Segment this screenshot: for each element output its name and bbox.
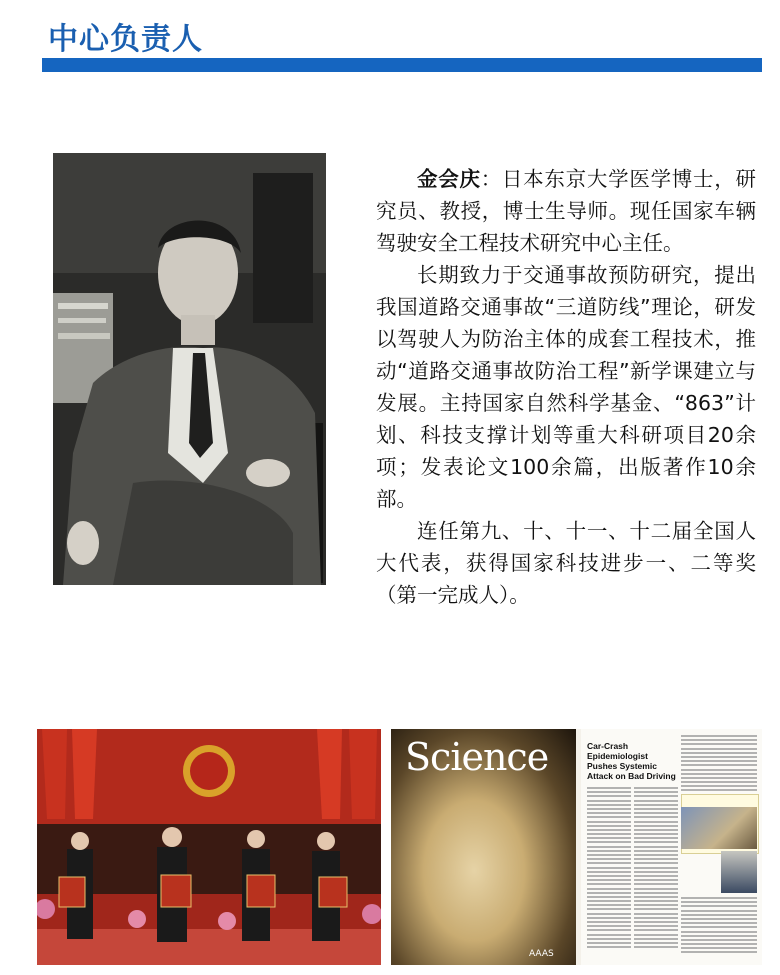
bio-paragraph-1-text: ：日本东京大学医学博士，研究员、教授，博士生导师。现任国家车辆驾驶安全工程技术研究中心主任。 — [376, 167, 757, 255]
header-divider-bar — [42, 58, 762, 72]
portrait-photo — [53, 153, 326, 585]
bio-paragraph-1 — [376, 163, 756, 259]
ceremony-illustration — [37, 729, 381, 965]
portrait-illustration — [53, 153, 326, 585]
award-ceremony-photo — [37, 729, 381, 965]
article-column-3-bottom — [681, 897, 757, 956]
science-logo: Science — [405, 735, 549, 779]
page-title: 中心负责人 — [48, 22, 203, 57]
person-name: 金会庆 — [417, 167, 481, 191]
article-column-1 — [587, 787, 631, 950]
article-column-2 — [634, 787, 678, 950]
science-article-page — [581, 729, 762, 965]
science-magazine-photo — [391, 729, 762, 965]
article-column-3-top — [681, 735, 757, 794]
bio-text-block — [376, 163, 756, 611]
bio-paragraph-2: 长期致力于交通事故预防研究，提出我国道路交通事故“三道防线”理论，研发以驾驶人为防治主体的成套工程技术，推动“道路交通事故防治工程”新学课建立与发展。主持国家自然科学基金、“863”计划、科技支撑计划等重大科研项目20余项；发表论文100余篇，出版著作10余部。 — [376, 263, 756, 511]
article-title: Car-Crash Epidemiologist Pushes Systemic Attack on Bad Driving — [587, 741, 676, 781]
aaas-logo: AAAS — [529, 949, 554, 959]
science-cover — [391, 729, 576, 965]
article-person-photo — [721, 851, 757, 893]
bio-paragraph-3: 连任第九、十、十一、十二届全国人大代表，获得国家科技进步一、二等奖（第一完成人）。 — [376, 519, 756, 607]
article-inset-photo — [681, 807, 757, 849]
